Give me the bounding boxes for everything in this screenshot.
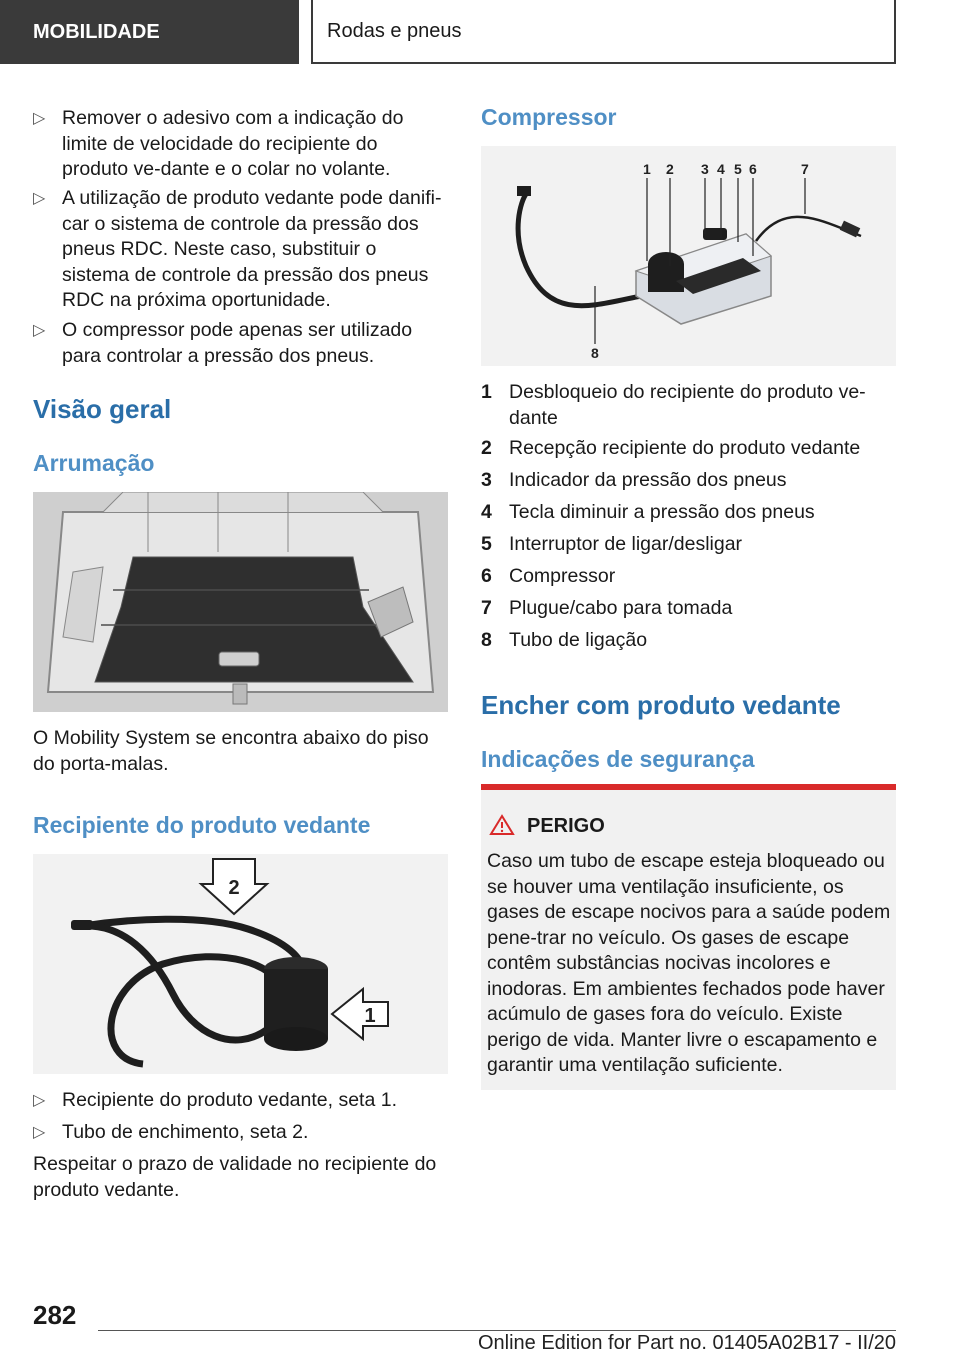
- bullet-text: Remover o adesivo com a indicação do limite de velocidade do recipiente do produto ve‐dante e o colar no volante.: [62, 107, 404, 180]
- list-item: [481, 380, 896, 431]
- list-item: [481, 628, 896, 654]
- trunk-illustration: [33, 492, 448, 712]
- bullet-triangle-icon: ▷: [33, 190, 46, 207]
- bullet-triangle-icon: ▷: [33, 1092, 46, 1109]
- item-number: 5: [481, 533, 492, 555]
- header-subsection: Rodas e pneus: [311, 0, 896, 64]
- item-number: 2: [481, 437, 492, 459]
- item-number: 1: [481, 381, 492, 403]
- figure-label: 4: [717, 161, 725, 177]
- storage-caption: O Mobility System se encontra abaixo do piso do porta-malas.: [33, 727, 429, 775]
- item-text: Recepção recipiente do produto vedante: [509, 437, 861, 459]
- figure-label: 1: [643, 161, 651, 177]
- list-item: [33, 1120, 448, 1146]
- list-item: [481, 468, 896, 494]
- danger-title: PERIGO: [527, 814, 605, 837]
- figure-label: 2: [228, 877, 240, 899]
- list-item: [33, 318, 448, 369]
- item-text: Tubo de ligação: [509, 629, 648, 651]
- warning-triangle-icon: [489, 814, 519, 838]
- bullet-text: Recipiente do produto vedante, seta 1.: [62, 1089, 397, 1111]
- heading-safety: Indicações de segurança: [481, 746, 755, 772]
- header-section: MOBILIDADE: [0, 0, 299, 64]
- list-item: [33, 1088, 448, 1114]
- page-number: 282: [33, 1300, 77, 1330]
- list-item: [481, 532, 896, 558]
- item-text: Indicador da pressão dos pneus: [509, 469, 787, 491]
- item-number: 7: [481, 597, 492, 619]
- figure-label: 2: [666, 161, 674, 177]
- bullet-text: Tubo de enchimento, seta 2.: [62, 1121, 309, 1143]
- item-text: Desbloqueio do recipiente do produto ve‐dante: [509, 381, 866, 429]
- item-number: 4: [481, 501, 492, 523]
- heading-container: Recipiente do produto vedante: [33, 812, 371, 838]
- item-text: Interruptor de ligar/desligar: [509, 533, 743, 555]
- bullet-triangle-icon: ▷: [33, 110, 46, 127]
- container-note: Respeitar o prazo de validade no recipiente do produto vedante.: [33, 1153, 437, 1201]
- danger-box: [481, 784, 896, 1090]
- figure-label: 8: [591, 345, 599, 361]
- figure-label: 5: [734, 161, 742, 177]
- item-text: Compressor: [509, 565, 616, 587]
- list-item: [481, 436, 896, 462]
- item-number: 3: [481, 469, 492, 491]
- list-item: [481, 564, 896, 590]
- item-text: Plugue/cabo para tomada: [509, 597, 733, 619]
- figure-label: 3: [701, 161, 709, 177]
- danger-text: Caso um tubo de escape esteja bloqueado ou se houver uma ventilação insuficiente, os gases de escape nocivos para a saúde podem pene‐trar no veículo. Os gases de escape contêm substâncias nocivas incolores e inodoras. Em ambientes fechados pode haver acúmulo de gases fora do veículo. Existe perigo de vida. Manter livre o escapamento e garantir uma ventilação suficiente.: [487, 850, 891, 1076]
- figure-label: 1: [364, 1005, 376, 1027]
- footer-rule: [98, 1330, 896, 1331]
- list-item: [33, 186, 448, 314]
- bullet-triangle-icon: ▷: [33, 322, 46, 339]
- item-number: 6: [481, 565, 492, 587]
- item-number: 8: [481, 629, 492, 651]
- heading-compressor: Compressor: [481, 104, 617, 130]
- footer-edition: Online Edition for Part no. 01405A02B17 - II/20: [477, 1332, 896, 1354]
- bullet-triangle-icon: ▷: [33, 1124, 46, 1141]
- list-item: [33, 106, 448, 183]
- sealant-container-illustration: [33, 854, 448, 1074]
- item-text: Tecla diminuir a pressão dos pneus: [509, 501, 815, 523]
- list-item: [481, 596, 896, 622]
- bullet-text: O compressor pode apenas ser utilizado para controlar a pressão dos pneus.: [62, 319, 413, 367]
- heading-overview: Visão geral: [33, 394, 172, 424]
- heading-fill-sealant: Encher com produto vedante: [481, 690, 841, 720]
- figure-label: 7: [801, 161, 809, 177]
- heading-storage: Arrumação: [33, 450, 155, 476]
- figure-label: 6: [749, 161, 757, 177]
- compressor-illustration: [481, 146, 896, 366]
- bullet-text: A utilização de produto vedante pode danifi‐car o sistema de controle da pressão dos pneus RDC. Neste caso, substituir o sistema de controle da pressão dos pneus RDC na próxima oportunidade.: [62, 187, 442, 311]
- list-item: [481, 500, 896, 526]
